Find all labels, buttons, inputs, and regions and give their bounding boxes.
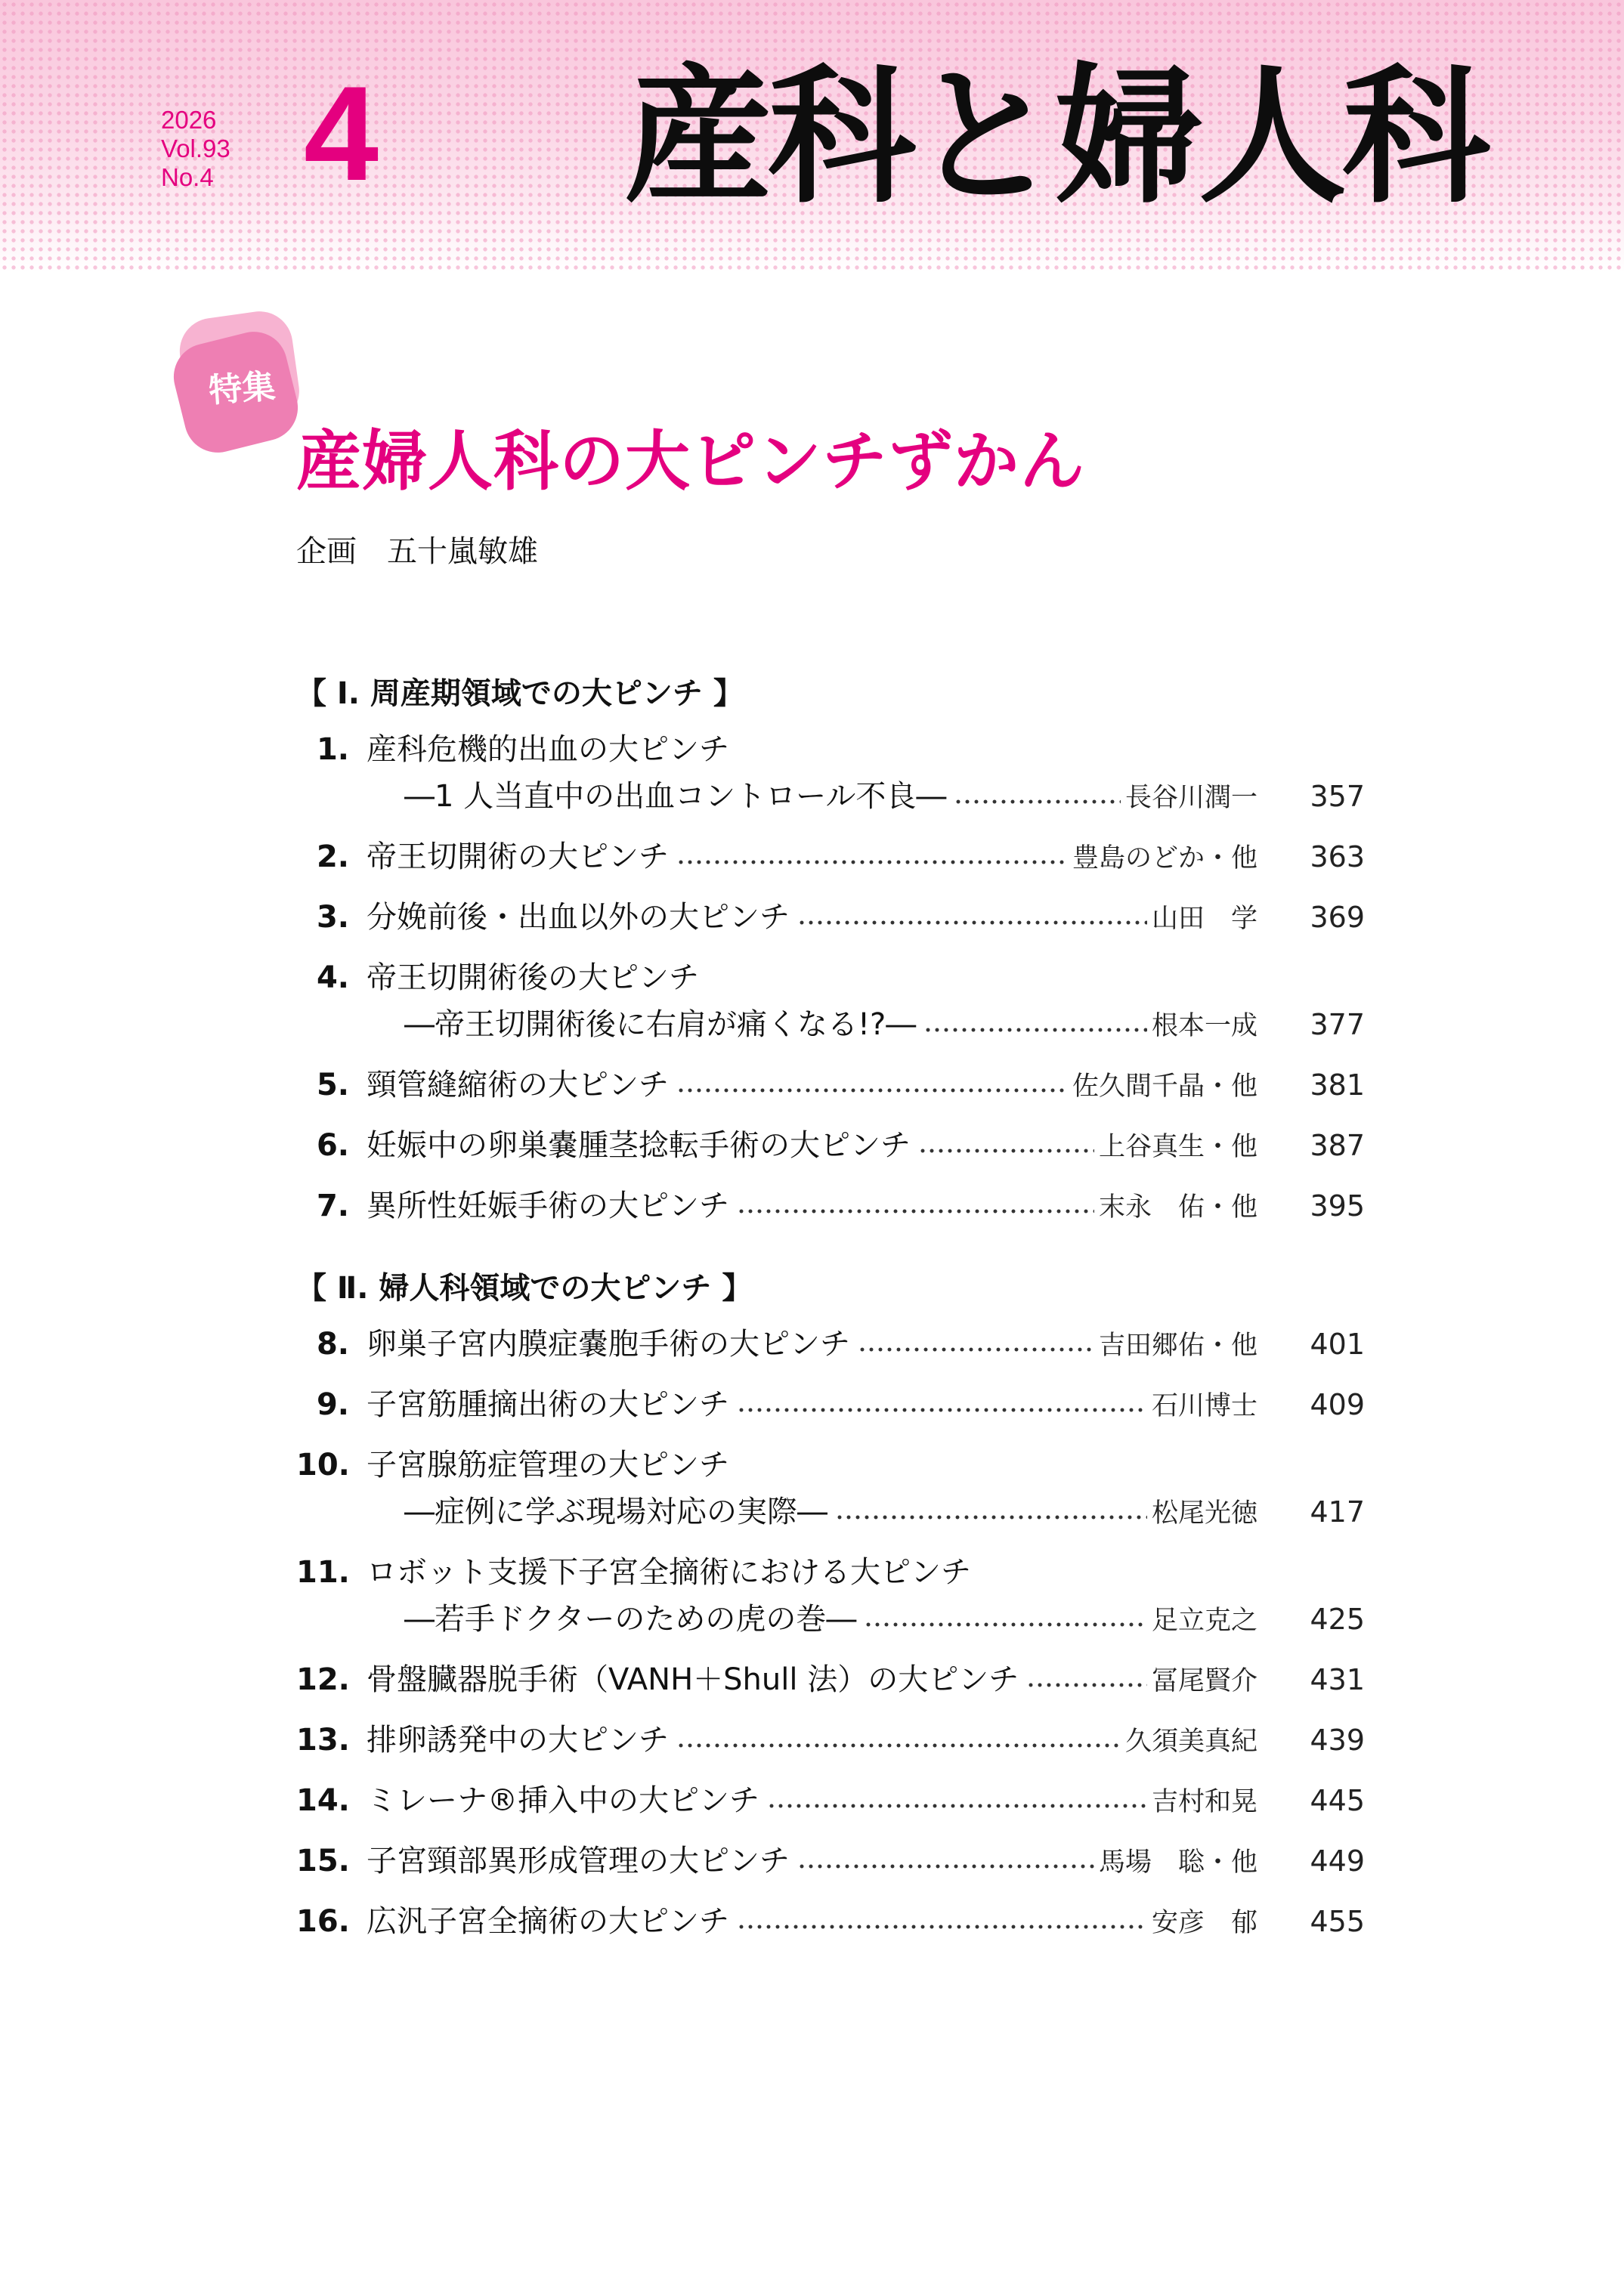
entry-author: 末永 佑・他 xyxy=(1098,1192,1257,1223)
dot-leader xyxy=(858,1346,1094,1353)
entry-page: 395 xyxy=(1310,1189,1365,1223)
entry-page: 363 xyxy=(1310,840,1365,873)
entry-page: 377 xyxy=(1310,1008,1365,1041)
entry-author: 馬場 聡・他 xyxy=(1098,1847,1257,1878)
toc-line xyxy=(404,1597,1257,1643)
entry-page: 445 xyxy=(1310,1784,1365,1817)
dot-leader xyxy=(835,1513,1147,1521)
entry-title: 子宮頸部異形成管理の大ピンチ xyxy=(367,1844,790,1878)
dot-leader xyxy=(737,1207,1094,1215)
feature-planner: 企画 五十嵐敏雄 xyxy=(296,534,538,569)
toc-line xyxy=(367,1382,1257,1429)
dot-leader xyxy=(767,1802,1147,1810)
toc-line xyxy=(404,1489,1257,1536)
entry-title: 帝王切開術の大ピンチ xyxy=(367,839,669,874)
entry-subtitle: ―帝王切開術後に右肩が痛くなる!?― xyxy=(404,1007,917,1042)
entry-title: 産科危機的出血の大ピンチ xyxy=(367,732,729,767)
dot-leader xyxy=(676,1087,1068,1094)
entry-title: 子宮腺筋症管理の大ピンチ xyxy=(367,1448,729,1483)
entry-title: 異所性妊娠手術の大ピンチ xyxy=(367,1189,729,1223)
dot-leader xyxy=(797,1863,1094,1870)
entry-number: 14. xyxy=(296,1783,350,1818)
feature-title: 産婦人科の大ピンチずかん xyxy=(296,424,1085,499)
toc-line xyxy=(404,1002,1257,1049)
entry-title: 子宮筋腫摘出術の大ピンチ xyxy=(367,1387,729,1422)
entry-number: 10. xyxy=(296,1448,350,1483)
dot-leader xyxy=(737,1406,1147,1414)
toc-line xyxy=(367,1778,1257,1825)
entry-author: 久須美真紀 xyxy=(1124,1727,1257,1757)
entry-number: 5. xyxy=(316,1068,349,1102)
entry-title: 排卵誘発中の大ピンチ xyxy=(367,1723,669,1758)
entry-page: 449 xyxy=(1310,1844,1365,1878)
dot-leader xyxy=(797,919,1147,926)
entry-author: 長谷川潤一 xyxy=(1124,783,1257,813)
section-header: 【 Ⅰ. 周産期領域での大ピンチ 】 xyxy=(296,676,744,711)
entry-page: 357 xyxy=(1310,780,1365,813)
feature-badge-label: 特集 xyxy=(207,366,277,410)
entry-title: 骨盤臓器脱手術（VANH＋Shull 法）の大ピンチ xyxy=(367,1662,1019,1697)
issue-number-label: No.4 xyxy=(161,163,214,191)
entry-number: 1. xyxy=(316,732,349,767)
entry-author: 根本一成 xyxy=(1151,1011,1257,1041)
toc-line xyxy=(367,1062,1257,1109)
journal-title: 産科と婦人科 xyxy=(624,51,1486,224)
toc-line xyxy=(367,1838,1257,1885)
toc-line xyxy=(367,1322,1257,1368)
dot-leader xyxy=(864,1621,1147,1628)
entry-number: 2. xyxy=(316,839,349,874)
entry-author: 山田 学 xyxy=(1151,904,1257,934)
entry-title: 妊娠中の卵巣嚢腫茎捻転手術の大ピンチ xyxy=(367,1128,911,1163)
entry-number: 4. xyxy=(316,960,349,995)
entry-number: 11. xyxy=(296,1555,350,1590)
entry-number: 9. xyxy=(316,1387,349,1422)
toc-line xyxy=(367,895,1257,941)
entry-author: 安彦 郁 xyxy=(1151,1908,1257,1938)
dot-leader xyxy=(676,858,1068,866)
entry-page: 431 xyxy=(1310,1663,1365,1696)
toc-line xyxy=(367,1899,1257,1946)
entry-number: 3. xyxy=(316,900,349,935)
entry-author: 佐久間千晶・他 xyxy=(1072,1071,1257,1102)
entry-title: ミレーナ®挿入中の大ピンチ xyxy=(367,1783,759,1818)
entry-author: 豊島のどか・他 xyxy=(1072,843,1257,873)
entry-subtitle: ―1 人当直中の出血コントロール不良― xyxy=(404,779,947,814)
toc-line xyxy=(367,1657,1257,1704)
entry-page: 455 xyxy=(1310,1905,1365,1938)
entry-author: 足立克之 xyxy=(1151,1606,1257,1636)
entry-number: 13. xyxy=(296,1723,350,1758)
entry-title: 頸管縫縮術の大ピンチ xyxy=(367,1068,669,1102)
entry-page: 439 xyxy=(1310,1724,1365,1757)
entry-page: 401 xyxy=(1310,1328,1365,1361)
issue-volume: Vol.93 xyxy=(161,134,230,162)
entry-title: 分娩前後・出血以外の大ピンチ xyxy=(367,900,790,935)
entry-author: 冨尾賢介 xyxy=(1151,1666,1257,1696)
toc-line xyxy=(367,1183,1257,1230)
entry-number: 16. xyxy=(296,1904,350,1939)
section-header: 【 Ⅱ. 婦人科領域での大ピンチ 】 xyxy=(296,1271,753,1306)
toc-line xyxy=(367,834,1257,881)
entry-title: 広汎子宮全摘術の大ピンチ xyxy=(367,1904,729,1939)
toc-line xyxy=(367,1123,1257,1170)
entry-number: 7. xyxy=(316,1189,349,1223)
entry-author: 松尾光徳 xyxy=(1151,1498,1257,1529)
entry-author: 石川博士 xyxy=(1151,1391,1257,1421)
entry-page: 369 xyxy=(1310,901,1365,934)
entry-subtitle: ―若手ドクターのための虎の巻― xyxy=(404,1602,857,1637)
entry-number: 15. xyxy=(296,1844,350,1878)
entry-number: 8. xyxy=(316,1327,349,1362)
issue-big-number: 4 xyxy=(304,58,379,209)
entry-author: 吉田郷佑・他 xyxy=(1098,1331,1257,1361)
dot-leader xyxy=(918,1147,1094,1155)
toc-line xyxy=(404,774,1257,821)
entry-page: 387 xyxy=(1310,1129,1365,1162)
dot-leader xyxy=(1026,1681,1147,1689)
entry-number: 12. xyxy=(296,1662,350,1697)
entry-number: 6. xyxy=(316,1128,349,1163)
entry-title: ロボット支援下子宮全摘術における大ピンチ xyxy=(367,1555,971,1590)
entry-author: 吉村和晃 xyxy=(1151,1787,1257,1817)
issue-meta xyxy=(161,106,230,192)
dot-leader xyxy=(737,1923,1147,1931)
entry-page: 409 xyxy=(1310,1388,1365,1421)
dot-leader xyxy=(923,1026,1147,1034)
entry-page: 425 xyxy=(1310,1603,1365,1636)
entry-page: 381 xyxy=(1310,1068,1365,1102)
entry-author: 上谷真生・他 xyxy=(1098,1132,1257,1162)
dot-leader xyxy=(954,798,1121,805)
entry-title: 卵巣子宮内膜症嚢胞手術の大ピンチ xyxy=(367,1327,850,1362)
dot-leader xyxy=(676,1742,1121,1749)
entry-title: 帝王切開術後の大ピンチ xyxy=(367,960,699,995)
issue-year: 2026 xyxy=(161,106,217,134)
feature-badge xyxy=(172,311,308,455)
entry-subtitle: ―症例に学ぶ現場対応の実際― xyxy=(404,1495,827,1529)
toc-line xyxy=(367,1717,1257,1764)
entry-page: 417 xyxy=(1310,1495,1365,1529)
